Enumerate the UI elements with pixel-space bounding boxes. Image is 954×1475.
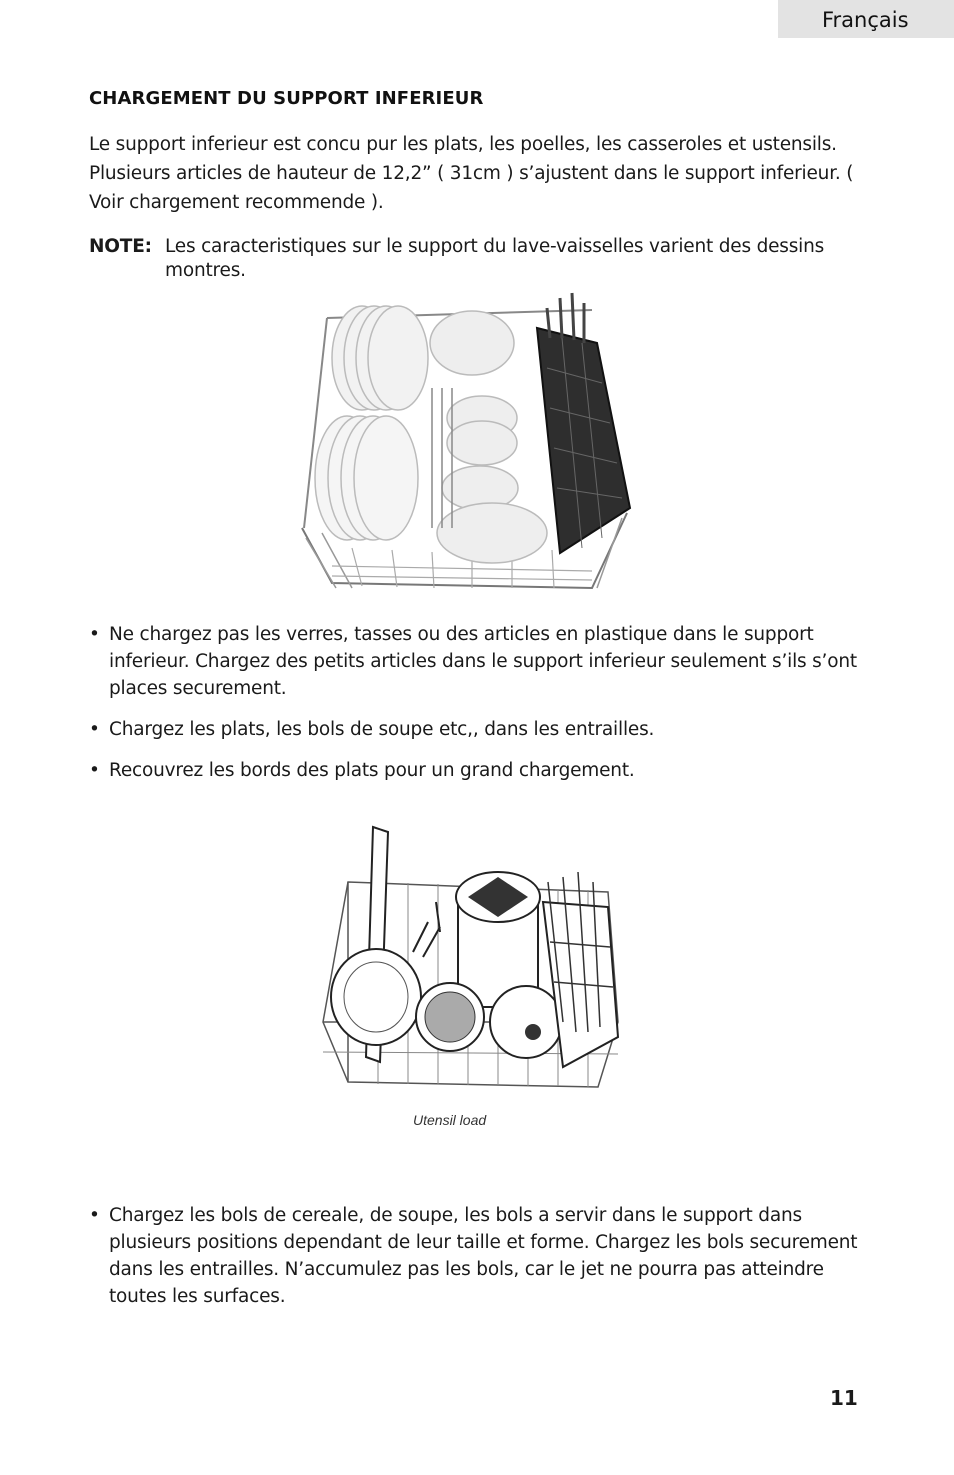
note-text: Les caracteristiques sur le support du lave-vaisselles varient des dessins montres. <box>165 236 825 281</box>
figure-caption: Utensil load <box>413 1112 487 1128</box>
note-block <box>89 235 869 281</box>
list-item: • Chargez les plats, les bols de soupe etc,, dans les entrailles. <box>89 716 869 743</box>
bullet-list-1 <box>89 621 869 798</box>
list-item: • Chargez les bols de cereale, de soupe, les bols a servir dans le support dans plusieurs positions dependant de leur taille et forme. Chargez les bols securement dans les entrailles. N’accumulez pas les bols, car le jet ne pourra pas atteindre toutes les surfaces. <box>89 1202 869 1310</box>
section-heading: CHARGEMENT DU SUPPORT INFERIEUR <box>89 88 484 109</box>
page-number: 11 <box>830 1386 858 1410</box>
note-label: NOTE: <box>89 236 152 257</box>
bullet-list-2 <box>89 1202 869 1324</box>
list-item: • Ne chargez pas les verres, tasses ou des articles en plastique dans le support inferieur. Chargez des petits articles dans le support inferieur seulement s’ils s’ont places securement. <box>89 621 869 702</box>
intro-paragraph: Le support inferieur est concu pur les plats, les poelles, les casseroles et ustensils. Plusieurs articles de hauteur de 12,2” ( 31cm ) s’ajustent dans le support inferieur. ( Voir chargement recommende ). <box>89 134 854 213</box>
utensil-load-figure <box>318 822 624 1092</box>
lower-rack-plates-figure <box>292 288 634 598</box>
list-item: • Recouvrez les bords des plats pour un grand chargement. <box>89 757 869 784</box>
language-tab: Français <box>778 0 954 38</box>
